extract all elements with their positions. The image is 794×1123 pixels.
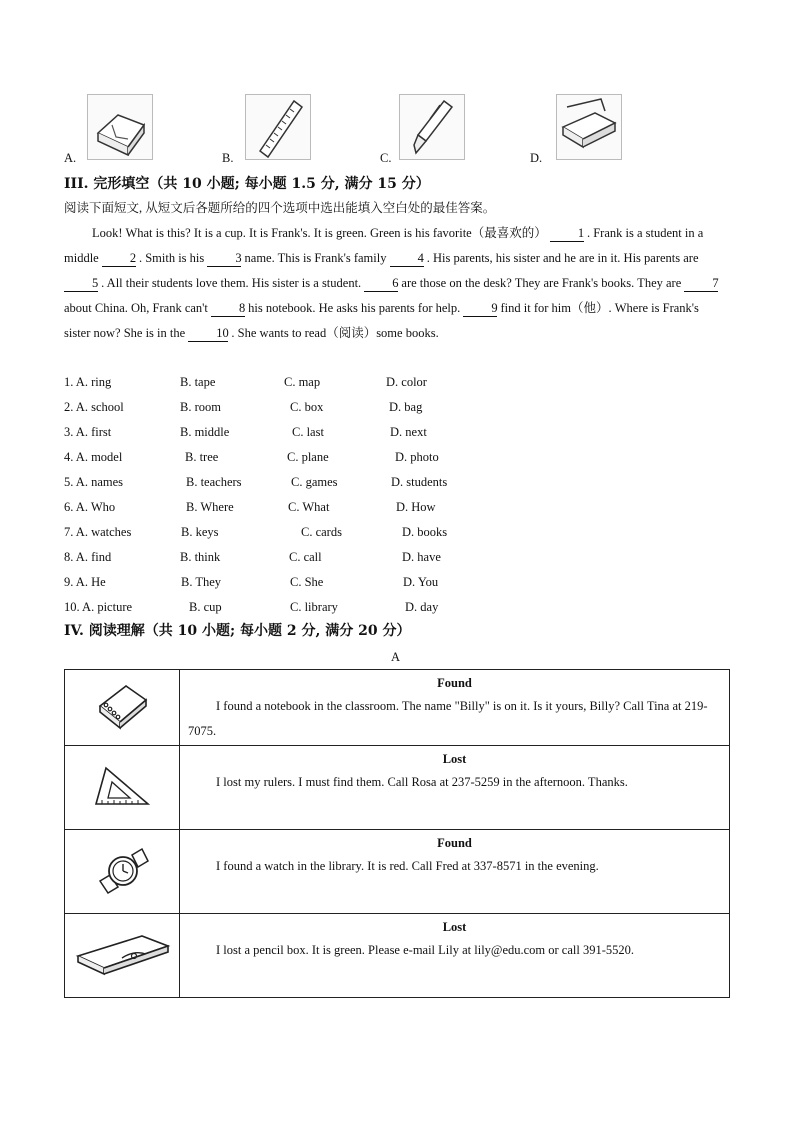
passage-text: about China. Oh, Frank can't [64, 301, 208, 315]
watch-icon [92, 841, 152, 897]
option-c: C. call [289, 550, 322, 564]
option-a-label: A. [64, 151, 77, 165]
option-d: D. How [396, 500, 436, 514]
pencil-box-icon [72, 928, 172, 978]
eraser-picture [87, 94, 153, 160]
blank-10: 10 [188, 325, 228, 342]
option-c: C. library [290, 600, 338, 614]
option-d: D. bag [389, 400, 423, 414]
section-3-heading: III. 完形填空（共 10 小题; 每小题 1.5 分, 满分 15 分） [64, 176, 430, 192]
ruler-icon [92, 760, 152, 810]
option-b: B. tape [180, 375, 216, 389]
option-d: D. You [403, 575, 439, 589]
blank-4: 4 [390, 250, 424, 267]
option-d-label: D. [530, 151, 543, 165]
option-d: D. next [390, 425, 427, 439]
blank-5: 5 [64, 275, 98, 292]
pencil-box-icon [557, 95, 621, 159]
notice-body: I lost a pencil box. It is green. Please e-mail Lily at lily@edu.com or call 391-5520. [216, 943, 634, 957]
notice-content [180, 670, 730, 746]
notice-title: Lost [442, 752, 467, 766]
option-a: 8. A. find [64, 550, 112, 564]
section-3-instruction: 阅读下面短文, 从短文后各题所给的四个选项中选出能填入空白处的最佳答案。 [64, 201, 496, 215]
notice-row [65, 914, 730, 998]
option-b: B. Where [186, 500, 234, 514]
pencil-box-picture [556, 94, 622, 160]
option-c-label: C. [380, 151, 392, 165]
notice-icon-cell [65, 746, 180, 830]
option-a: 1. A. ring [64, 375, 112, 389]
blank-8: 8 [211, 300, 245, 317]
notice-content [180, 830, 730, 914]
option-c: C. plane [287, 450, 329, 464]
notice-content [180, 914, 730, 998]
notice-icon-cell [65, 830, 180, 914]
ruler-picture [245, 94, 311, 160]
option-d: D. day [405, 600, 439, 614]
blank-7: 7 [684, 275, 718, 292]
option-a: 4. A. model [64, 450, 123, 464]
option-d: D. color [386, 375, 427, 389]
passage-text: . His parents, his sister and he are in it. His parents are [426, 251, 699, 265]
eraser-icon [88, 95, 152, 159]
passage-text: his notebook. He asks his parents for help. [248, 301, 461, 315]
option-b-label: B. [222, 151, 234, 165]
notice-row [65, 746, 730, 830]
passage-text: are those on the desk? They are Frank's books. They are [401, 276, 682, 290]
option-a: 5. A. names [64, 475, 124, 489]
option-c: C. cards [301, 525, 342, 539]
option-c: C. map [284, 375, 321, 389]
notice-body: I found a notebook in the classroom. The name "Billy" is on it. Is it yours, Billy? Call Tina at 219-7075. [188, 699, 708, 738]
ruler-icon [246, 95, 310, 159]
passage-text: Look! What is this? It is a cup. It is Frank's. It is green. Green is his favorite（最喜欢的） [92, 226, 547, 240]
notice-title: Lost [442, 920, 467, 934]
option-c: C. What [288, 500, 330, 514]
option-d: D. photo [395, 450, 439, 464]
option-d: D. books [402, 525, 448, 539]
notice-row [65, 670, 730, 746]
part-label: A [391, 650, 401, 664]
notice-icon-cell [65, 914, 180, 998]
notice-content [180, 746, 730, 830]
blank-3: 3 [207, 250, 241, 267]
passage-text: . She wants to read（阅读）some books. [231, 326, 439, 340]
option-a: 9. A. He [64, 575, 106, 589]
blank-2: 2 [102, 250, 136, 267]
notice-row [65, 830, 730, 914]
option-a: 10. A. picture [64, 600, 133, 614]
notice-body: I found a watch in the library. It is red. Call Fred at 337-8571 in the evening. [216, 859, 599, 873]
option-a: 2. A. school [64, 400, 124, 414]
option-c: C. box [290, 400, 324, 414]
option-b: B. tree [185, 450, 219, 464]
notice-body: I lost my rulers. I must find them. Call Rosa at 237-5259 in the afternoon. Thanks. [216, 775, 628, 789]
option-b: B. middle [180, 425, 230, 439]
option-a: 3. A. first [64, 425, 112, 439]
passage-text: name. This is Frank's family [244, 251, 387, 265]
blank-6: 6 [364, 275, 398, 292]
section-4-heading: IV. 阅读理解（共 10 小题; 每小题 2 分, 满分 20 分） [64, 623, 411, 639]
option-c: C. She [290, 575, 324, 589]
notice-table [64, 669, 730, 998]
passage-text: . Smith is his [138, 251, 205, 265]
blank-1: 1 [550, 225, 584, 242]
option-b: B. keys [181, 525, 219, 539]
notice-icon-cell [65, 670, 180, 746]
notice-title: Found [437, 676, 472, 690]
passage-text: . Frank is a student in a middle [64, 226, 704, 265]
notebook-icon [92, 680, 152, 730]
option-b: B. teachers [186, 475, 242, 489]
option-b: B. room [180, 400, 221, 414]
option-d: D. have [402, 550, 441, 564]
option-b: B. think [180, 550, 221, 564]
option-a: 6. A. Who [64, 500, 116, 514]
option-b: B. cup [189, 600, 222, 614]
pen-icon [400, 95, 464, 159]
passage-text: find it for him（他）. Where is Frank's sister now? She is in the [64, 301, 699, 340]
option-c: C. last [292, 425, 324, 439]
pen-picture [399, 94, 465, 160]
option-b: B. They [181, 575, 222, 589]
passage-text: . All their students love them. His sister is a student. [101, 276, 362, 290]
option-c: C. games [291, 475, 338, 489]
notice-title: Found [437, 836, 472, 850]
option-d: D. students [391, 475, 448, 489]
blank-9: 9 [463, 300, 497, 317]
option-a: 7. A. watches [64, 525, 132, 539]
cloze-passage [64, 221, 724, 346]
